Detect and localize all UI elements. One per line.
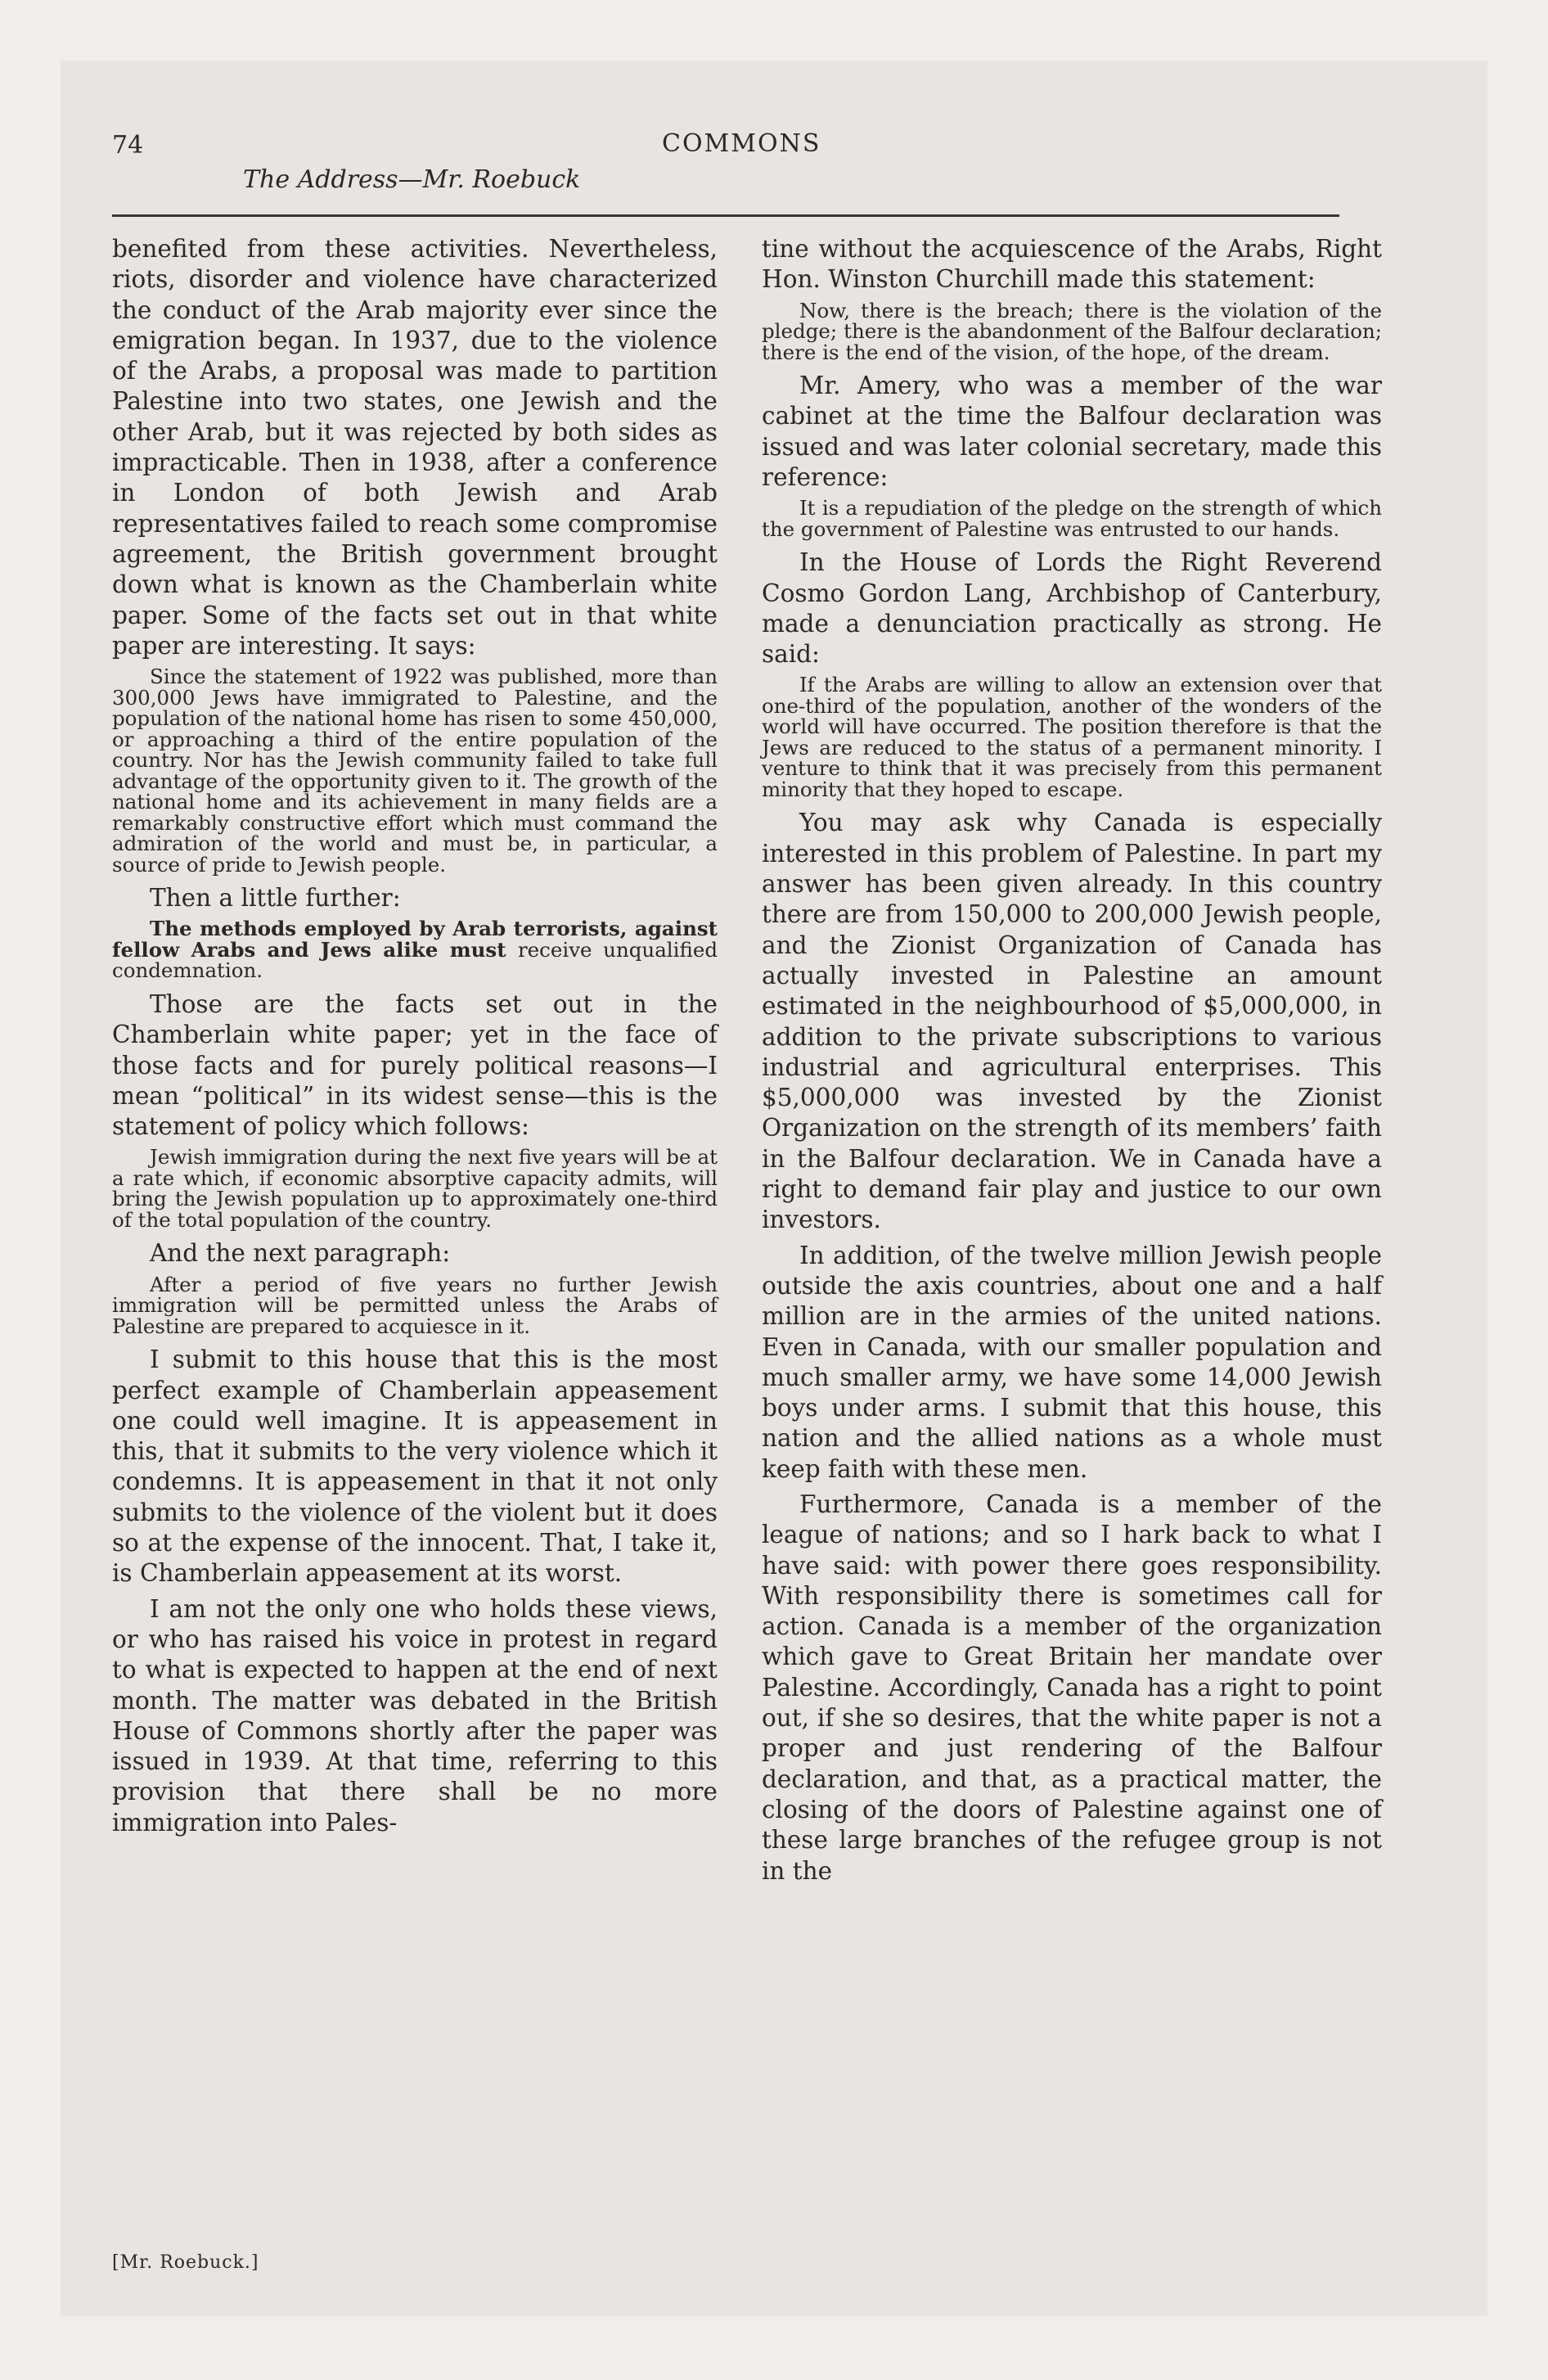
paragraph: I submit to this house that this is the most perfect example of Chamberlain appeasement one could well imagine. It is appeasement in this, that it submits to the very violence which it condemns. It is appeasement in that it not only submits to the violence of the violent but it does so at the expense of the innocent. That, I take it, is Chamberlain appeasement at its worst. (112, 1346, 718, 1588)
quotation-bold-text: The methods employed by Arab terrorists, against fellow Arabs and Jews alike must (112, 917, 718, 962)
paragraph: benefited from these activities. Nevertheless, riots, disorder and violence have characterized the conduct of the Arab majority ever since the emigration began. In 1937, due to the violence of the Arabs, a proposal was made to partition Palestine into two states, one Jewish and the other Arab, but it was rejected by both sides as impracticable. Then in 1938, after a conference in London of both Jewish and Arab representatives failed to reach some compromise agreement, the British government brought down what is known as the Chamberlain white paper. Some of the facts set out in that white paper are interesting. It says: (112, 235, 718, 660)
quotation: Since the statement of 1922 was published, more than 300,000 Jews have immigrated to Palestine, and the population of the national home has risen to some 450,000, or approaching a third of the entire population of the country. Nor has the Jewish community failed to take full advantage of the opportunity given to it. The growth of the national home and its achievement in many fields are a remarkably constructive effort which must command the admiration of the world and must be, in particular, a source of pride to Jewish people. (112, 665, 718, 877)
page-number: 74 (112, 131, 144, 160)
running-title: COMMONS (662, 129, 821, 158)
left-column (112, 234, 718, 1838)
quotation: It is a repudiation of the pledge on the strength of which the government of Palestine was entrusted to our hands. (762, 496, 1382, 541)
paragraph: Furthermore, Canada is a member of the league of nations; and so I hark back to what I have said: with power there goes responsibility. With responsibility there is sometimes call for action. Canada is a member of the organization which gave to Great Britain her mandate over Palestine. Accordingly, Canada has a right to point out, if she so desires, that the white paper is not a proper and just rendering of the Balfour declaration, and that, as a practical matter, the closing of the doors of Palestine against one of these large branches of the refugee group is not in the (762, 1490, 1382, 1885)
page-header (112, 124, 1339, 206)
quotation: Jewish immigration during the next five years will be at a rate which, if economic absorptive capacity admits, will bring the Jewish population up to approximately one-third of the total population of the country. (112, 1145, 718, 1232)
quotation (112, 918, 718, 981)
paragraph: tine without the acquiescence of the Arabs, Right Hon. Winston Churchill made this statement: (762, 235, 1382, 294)
quotation: If the Arabs are willing to allow an extension over that one-third of the population, another of the wonders of the world will have occurred. The position therefore is that the Jews are reduced to the status of a permanent minority. I venture to think that it was precisely from this permanent minority that they hoped to escape. (762, 673, 1382, 801)
paragraph: Those are the facts set out in the Chamberlain white paper; yet in the face of those facts and for purely political reasons—I mean “political” in its widest sense—this is the statement of policy which follows: (112, 989, 718, 1141)
right-column (762, 234, 1382, 1886)
paragraph: Then a little further: (150, 884, 401, 913)
paragraph: And the next paragraph: (150, 1239, 451, 1268)
paragraph: Mr. Amery, who was a member of the war cabinet at the time the Balfour declaration was issued and was later colonial secretary, made this reference: (762, 372, 1382, 491)
paragraph: You may ask why Canada is especially interested in this problem of Palestine. In part my answer has been given already. In this country there are from 150,000 to 200,000 Jewish people, and the Zionist Organization of Canada has actually invested in Palestine an amount estimated in the neighbourhood of $5,000,000, in addition to the private subscriptions to various industrial and agricultural enterprises. This $5,000,000 was invested by the Zionist Organization on the strength of its members’ faith in the Balfour declaration. We in Canada have a right to demand fair play and justice to our own investors. (762, 809, 1382, 1234)
paragraph: In addition, of the twelve million Jewish people outside the axis countries, about one and a half million are in the armies of the united nations. Even in Canada, with our smaller population and much smaller army, we have some 14,000 Jewish boys under arms. I submit that this house, this nation and the allied nations as a whole must keep faith with these men. (762, 1241, 1382, 1483)
speaker-note: [Mr. Roebuck.] (112, 2252, 259, 2273)
quotation: After a period of five years no further Jewish immigration will be permitted unless the Arabs of Palestine are prepared to acquiesce in it. (112, 1272, 718, 1338)
quotation: Now, there is the breach; there is the violation of the pledge; there is the abandonment of the Balfour declaration; there is the end of the vision, of the hope, of the dream. (762, 298, 1382, 364)
running-subtitle: The Address—Mr. Roebuck (243, 165, 581, 194)
paragraph: In the House of Lords the Right Reverend Cosmo Gordon Lang, Archbishop of Canterbury, made a denunciation practically as strong. He said: (762, 548, 1382, 669)
header-rule (112, 214, 1339, 217)
quotation-text: receive unqualified condemnation. (112, 937, 718, 983)
paragraph: I am not the only one who holds these views, or who has raised his voice in protest in regard to what is expected to happen at the end of next month. The matter was debated in the British House of Commons shortly after the paper was issued in 1939. At that time, referring to this provision that there shall be no more immigration into Pales- (112, 1594, 718, 1837)
